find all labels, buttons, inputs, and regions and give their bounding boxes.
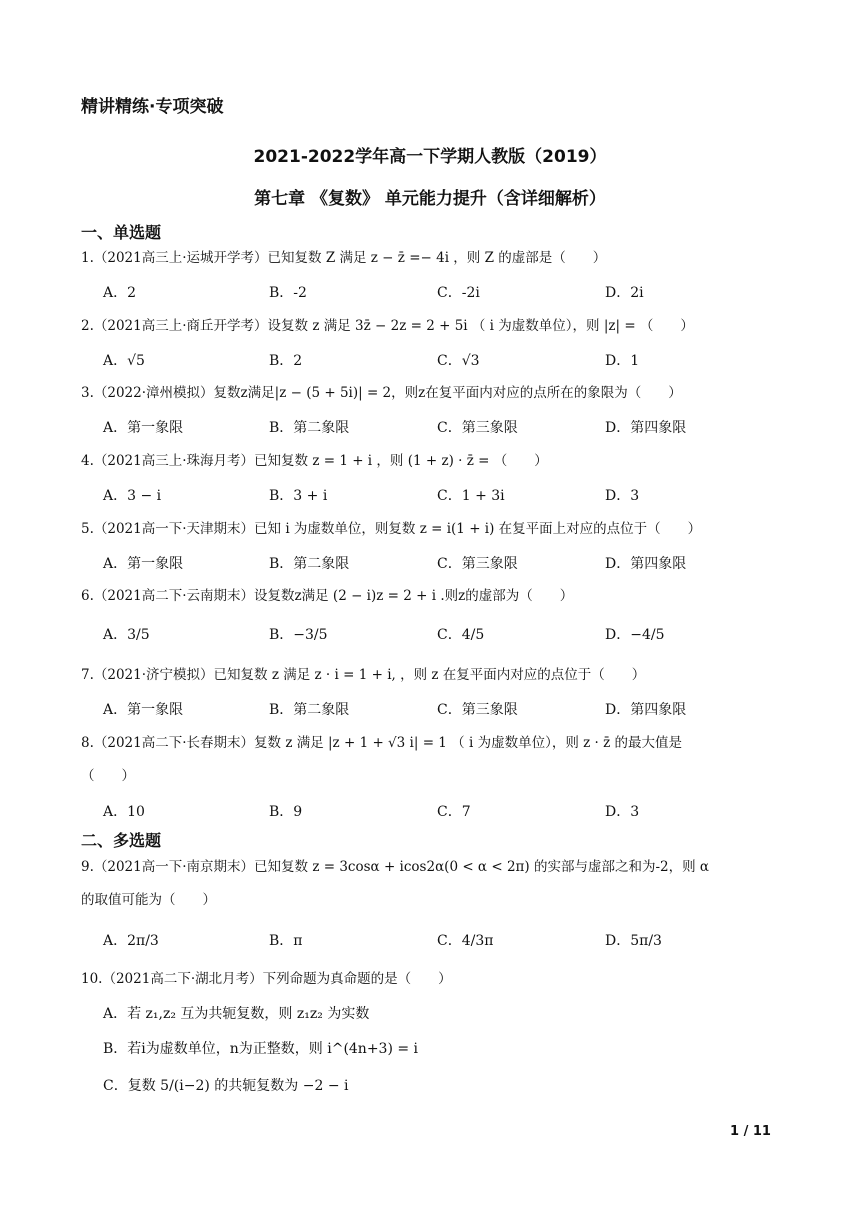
question-6-options	[103, 624, 783, 648]
option-a: A．第一象限	[103, 420, 184, 436]
option-c: C．第三象限	[437, 702, 518, 718]
option-b: B．π	[269, 933, 303, 949]
question-9-line-1: 9.（2021高一下·南京期末）已知复数 z = 3cosα + icos2α(0 < α < 2π) 的实部与虚部之和为-2，则 α	[81, 859, 710, 875]
option-a: A．第一象限	[103, 702, 184, 718]
question-2: 2.（2021高三上·商丘开学考）设复数 z 满足 3z̄ − 2z = 2 + 5i （ i 为虚数单位），则 |z| = （ ）	[81, 318, 694, 334]
option-c: C．1 + 3i	[437, 488, 505, 504]
option-c: C．4/5	[437, 627, 485, 643]
option-a: A．3 − i	[103, 488, 162, 504]
question-1-options	[103, 282, 783, 306]
option-a: A．10	[103, 804, 145, 820]
option-b: B．−3/5	[269, 627, 328, 643]
option-d: D．2i	[605, 285, 644, 301]
option-c: C．-2i	[437, 285, 480, 301]
option-b: B．2	[269, 353, 303, 369]
option-d: D．3	[605, 488, 640, 504]
question-7: 7.（2021·济宁模拟）已知复数 z 满足 z · i = 1 + i, ，则 z 在复平面内对应的点位于（ ）	[81, 667, 646, 683]
option-b: B．第二象限	[269, 420, 350, 436]
question-10: 10.（2021高二下·湖北月考）下列命题为真命题的是（ ）	[81, 971, 452, 987]
question-9-options	[103, 930, 783, 954]
question-5: 5.（2021高一下·天津期末）已知 i 为虚数单位，则复数 z = i(1 + i) 在复平面上对应的点位于（ ）	[81, 521, 702, 537]
question-6: 6.（2021高二下·云南期末）设复数z满足 (2 − i)z = 2 + i .则z的虚部为（ ）	[81, 588, 574, 604]
question-5-options	[103, 553, 783, 577]
option-b: B．-2	[269, 285, 307, 301]
option-d: D．第四象限	[605, 702, 687, 718]
option-c: C．第三象限	[437, 420, 518, 436]
document-subtitle: 第七章 《复数》 单元能力提升（含详细解析）	[254, 189, 606, 209]
document-title: 2021-2022学年高一下学期人教版（2019）	[253, 147, 607, 167]
option-b: B．第二象限	[269, 556, 350, 572]
option-c: C．√3	[437, 353, 480, 369]
option-b: B．第二象限	[269, 702, 350, 718]
question-9-line-2: 的取值可能为（ ）	[81, 892, 216, 908]
option-d: D．1	[605, 353, 640, 369]
option-a: A．2π/3	[103, 933, 159, 949]
option-c: C．7	[437, 804, 471, 820]
question-4-options	[103, 485, 783, 509]
option-d: D．−4/5	[605, 627, 665, 643]
page-number: 1 / 11	[730, 1124, 771, 1139]
question-4: 4.（2021高三上·珠海月考）已知复数 z = 1 + i ，则 (1 + z) · z̄ = （ ）	[81, 453, 548, 469]
question-8-line-2: （ ）	[81, 768, 135, 784]
option-b: B．3 + i	[269, 488, 328, 504]
option-a: A．2	[103, 285, 137, 301]
section-heading-multi: 二、多选题	[81, 831, 162, 850]
option-a: A．3/5	[103, 627, 150, 643]
option-d: D．3	[605, 804, 640, 820]
option-c: C．第三象限	[437, 556, 518, 572]
section-heading-single: 一、单选题	[81, 223, 162, 242]
option-d: D．第四象限	[605, 556, 687, 572]
question-7-options	[103, 699, 783, 723]
option-d: D．第四象限	[605, 420, 687, 436]
question-10-option-b: B．若i为虚数单位，n为正整数，则 i^(4n+3) = i	[103, 1041, 419, 1057]
option-c: C．4/3π	[437, 933, 494, 949]
question-10-option-a: A．若 z₁,z₂ 互为共轭复数，则 z₁z₂ 为实数	[103, 1006, 370, 1022]
question-10-option-c: C．复数 5/(i−2) 的共轭复数为 −2 − i	[103, 1078, 349, 1094]
option-d: D．5π/3	[605, 933, 662, 949]
brand-heading: 精讲精练·专项突破	[81, 97, 224, 117]
option-a: A．√5	[103, 353, 145, 369]
question-8-options	[103, 801, 783, 825]
question-3: 3.（2022·漳州模拟）复数z满足|z − (5 + 5i)| = 2，则z在复平面内对应的点所在的象限为（ ）	[81, 385, 682, 401]
question-2-options	[103, 350, 783, 374]
question-3-options	[103, 417, 783, 441]
question-8-line-1: 8.（2021高二下·长春期末）复数 z 满足 |z + 1 + √3 i| = 1 （ i 为虚数单位），则 z · z̄ 的最大值是	[81, 735, 683, 751]
option-b: B．9	[269, 804, 303, 820]
question-1: 1.（2021高三上·运城开学考）已知复数 Z 满足 z − z̄ =− 4i ，则 Z 的虚部是（ ）	[81, 250, 607, 266]
option-a: A．第一象限	[103, 556, 184, 572]
